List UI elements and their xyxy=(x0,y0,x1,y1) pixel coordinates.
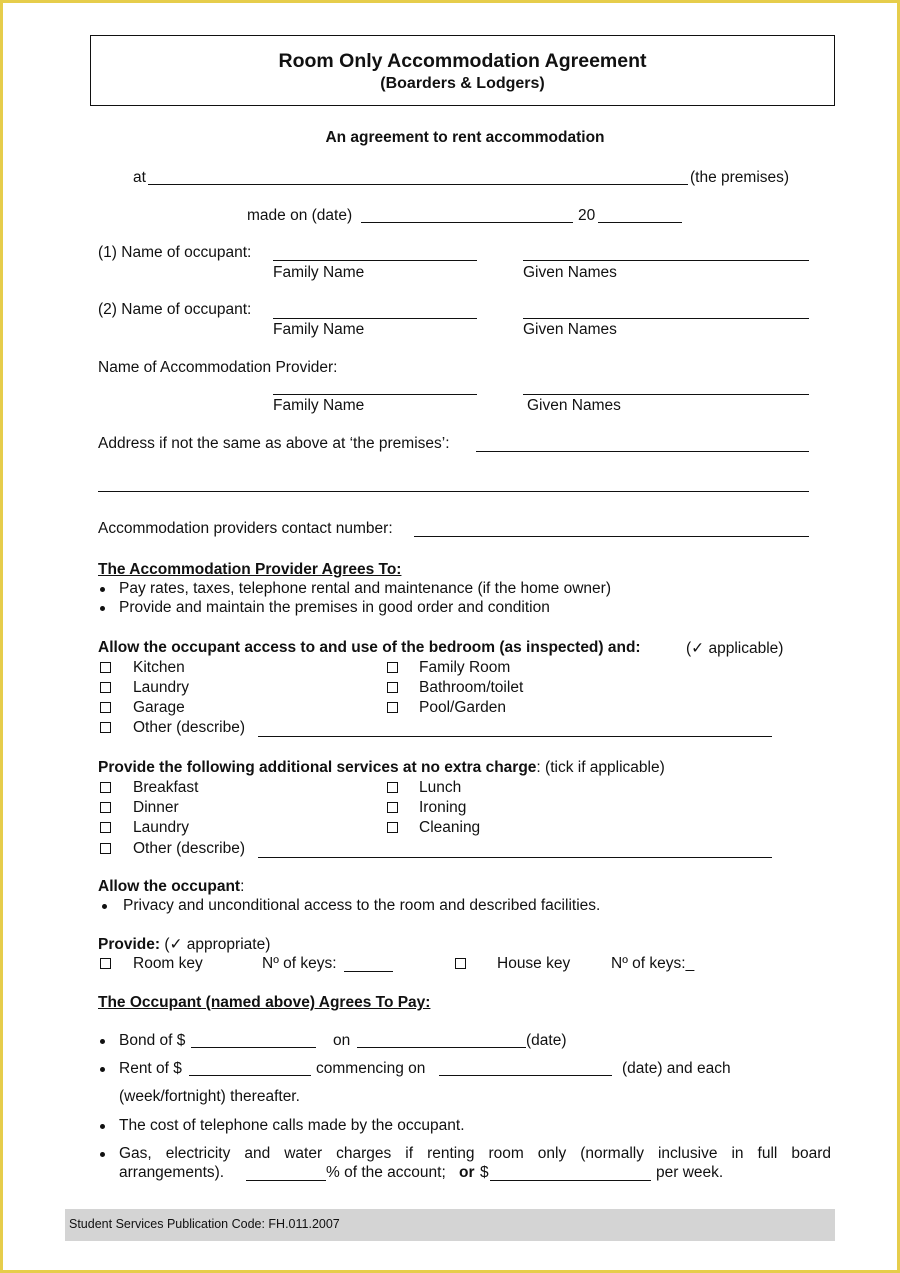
utilities-or-label: or xyxy=(459,1164,475,1181)
address-field-line-2[interactable] xyxy=(98,491,809,492)
at-label: at xyxy=(133,169,146,186)
occupant-1-label: (1) Name of occupant: xyxy=(98,244,252,261)
given-names-caption: Given Names xyxy=(527,397,621,414)
occupant-2-family-field[interactable] xyxy=(273,318,477,319)
rent-amount-field[interactable] xyxy=(189,1075,311,1076)
made-on-date-field[interactable] xyxy=(361,222,573,223)
provider-agrees-item: Pay rates, taxes, telephone rental and maintenance (if the home owner) xyxy=(119,580,611,597)
services-note: : (tick if applicable) xyxy=(536,759,665,776)
address-label: Address if not the same as above at ‘the premises’: xyxy=(98,435,450,452)
access-other-checkbox[interactable] xyxy=(100,722,111,733)
family-name-caption: Family Name xyxy=(273,321,365,338)
bond-date-field[interactable] xyxy=(357,1047,526,1048)
provider-agrees-heading: The Accommodation Provider Agrees To: xyxy=(98,561,402,578)
year-field[interactable] xyxy=(598,222,682,223)
bullet xyxy=(100,587,105,592)
given-names-caption: Given Names xyxy=(523,264,617,281)
utilities-dollar-label: $ xyxy=(480,1164,489,1181)
allow-item: Privacy and unconditional access to the room and described facilities. xyxy=(123,897,601,914)
intro-heading: An agreement to rent accommodation xyxy=(325,129,605,146)
rent-date-each-label: (date) and each xyxy=(622,1060,731,1077)
bullet xyxy=(100,1152,105,1157)
keys-heading-row xyxy=(98,935,270,954)
access-other-field[interactable] xyxy=(258,736,772,737)
year-label: 20 xyxy=(578,207,596,224)
room-key-count-field[interactable] xyxy=(344,971,393,972)
cleaning-label: Cleaning xyxy=(419,819,481,836)
breakfast-checkbox[interactable] xyxy=(100,782,111,793)
pool-garden-checkbox[interactable] xyxy=(387,702,398,713)
room-key-label: Room key xyxy=(133,955,203,972)
bond-date-label: (date) xyxy=(526,1032,567,1049)
bond-on-label: on xyxy=(333,1032,351,1049)
utilities-item-line-1: Gas, electricity and water charges if renting room only (normally inclusive in full board xyxy=(119,1145,831,1162)
house-key-checkbox[interactable] xyxy=(455,958,466,969)
address-field[interactable] xyxy=(476,451,809,452)
family-name-caption: Family Name xyxy=(273,397,365,414)
services-heading: Provide the following additional services at no extra charge xyxy=(98,759,537,776)
keys-heading: Provide: xyxy=(98,936,161,953)
lunch-label: Lunch xyxy=(419,779,462,796)
access-note: (✓ applicable) xyxy=(686,640,784,657)
garage-checkbox[interactable] xyxy=(100,702,111,713)
rent-start-date-field[interactable] xyxy=(439,1075,612,1076)
dinner-label: Dinner xyxy=(133,799,179,816)
kitchen-checkbox[interactable] xyxy=(100,662,111,673)
bullet xyxy=(100,1067,105,1072)
utilities-arrangements-label: arrangements). xyxy=(119,1164,225,1181)
service-laundry-label: Laundry xyxy=(133,819,190,836)
bullet xyxy=(100,1039,105,1044)
keys-note: (✓ appropriate) xyxy=(164,936,271,953)
family-name-caption: Family Name xyxy=(273,264,365,281)
ironing-label: Ironing xyxy=(419,799,467,816)
provider-family-field[interactable] xyxy=(273,394,477,395)
dinner-checkbox[interactable] xyxy=(100,802,111,813)
utilities-per-week-label: per week. xyxy=(656,1164,724,1181)
room-key-checkbox[interactable] xyxy=(100,958,111,969)
bathroom-toilet-label: Bathroom/toilet xyxy=(419,679,524,696)
premises-label: (the premises) xyxy=(690,169,790,186)
contact-number-field[interactable] xyxy=(414,536,809,537)
service-laundry-checkbox[interactable] xyxy=(100,822,111,833)
services-other-label: Other (describe) xyxy=(133,840,245,857)
services-other-field[interactable] xyxy=(258,857,772,858)
document-title: Room Only Accommodation Agreement xyxy=(278,50,647,72)
utilities-percent-label: % of the account; xyxy=(326,1164,446,1181)
document-subtitle: (Boarders & Lodgers) xyxy=(380,75,545,92)
family-room-checkbox[interactable] xyxy=(387,662,398,673)
bullet xyxy=(100,606,105,611)
occupant-1-family-field[interactable] xyxy=(273,260,477,261)
house-key-label: House key xyxy=(497,955,571,972)
allow-colon: : xyxy=(240,878,245,895)
utilities-weekly-amount-field[interactable] xyxy=(490,1180,651,1181)
laundry-checkbox[interactable] xyxy=(100,682,111,693)
rent-period-label: (week/fortnight) thereafter. xyxy=(119,1088,300,1105)
room-key-count-label: Nº of keys: xyxy=(262,955,337,972)
telephone-cost-item: The cost of telephone calls made by the occupant. xyxy=(119,1117,465,1134)
premises-field[interactable] xyxy=(148,184,688,185)
ironing-checkbox[interactable] xyxy=(387,802,398,813)
given-names-caption: Given Names xyxy=(523,321,617,338)
contact-number-label: Accommodation providers contact number: xyxy=(98,520,393,537)
house-key-count-label: Nº of keys:_ xyxy=(611,955,695,972)
allow-heading: Allow the occupant xyxy=(98,878,241,895)
cleaning-checkbox[interactable] xyxy=(387,822,398,833)
garage-label: Garage xyxy=(133,699,185,716)
provider-name-label: Name of Accommodation Provider: xyxy=(98,359,338,376)
bullet xyxy=(100,1124,105,1129)
services-other-checkbox[interactable] xyxy=(100,843,111,854)
bullet xyxy=(102,904,107,909)
allow-heading-row xyxy=(98,878,244,896)
services-heading-row xyxy=(98,759,665,777)
occupant-2-given-field[interactable] xyxy=(523,318,809,319)
provider-given-field[interactable] xyxy=(523,394,809,395)
bathroom-toilet-checkbox[interactable] xyxy=(387,682,398,693)
laundry-label: Laundry xyxy=(133,679,190,696)
family-room-label: Family Room xyxy=(419,659,511,676)
access-heading: Allow the occupant access to and use of the bedroom (as inspected) and: xyxy=(98,639,641,656)
occupant-1-given-field[interactable] xyxy=(523,260,809,261)
provider-agrees-item: Provide and maintain the premises in good order and condition xyxy=(119,599,550,616)
breakfast-label: Breakfast xyxy=(133,779,199,796)
pool-garden-label: Pool/Garden xyxy=(419,699,507,716)
kitchen-label: Kitchen xyxy=(133,659,185,676)
lunch-checkbox[interactable] xyxy=(387,782,398,793)
commencing-label: commencing on xyxy=(316,1060,426,1077)
bond-label: Bond of $ xyxy=(119,1032,186,1049)
bond-amount-field[interactable] xyxy=(191,1047,316,1048)
utilities-percent-field[interactable] xyxy=(246,1180,326,1181)
made-on-label: made on (date) xyxy=(247,207,353,224)
occupant-pays-heading: The Occupant (named above) Agrees To Pay: xyxy=(98,994,431,1011)
rent-label: Rent of $ xyxy=(119,1060,182,1077)
occupant-2-label: (2) Name of occupant: xyxy=(98,301,252,318)
publication-code: Student Services Publication Code: FH.011.2007 xyxy=(69,1217,340,1231)
access-other-label: Other (describe) xyxy=(133,719,245,736)
